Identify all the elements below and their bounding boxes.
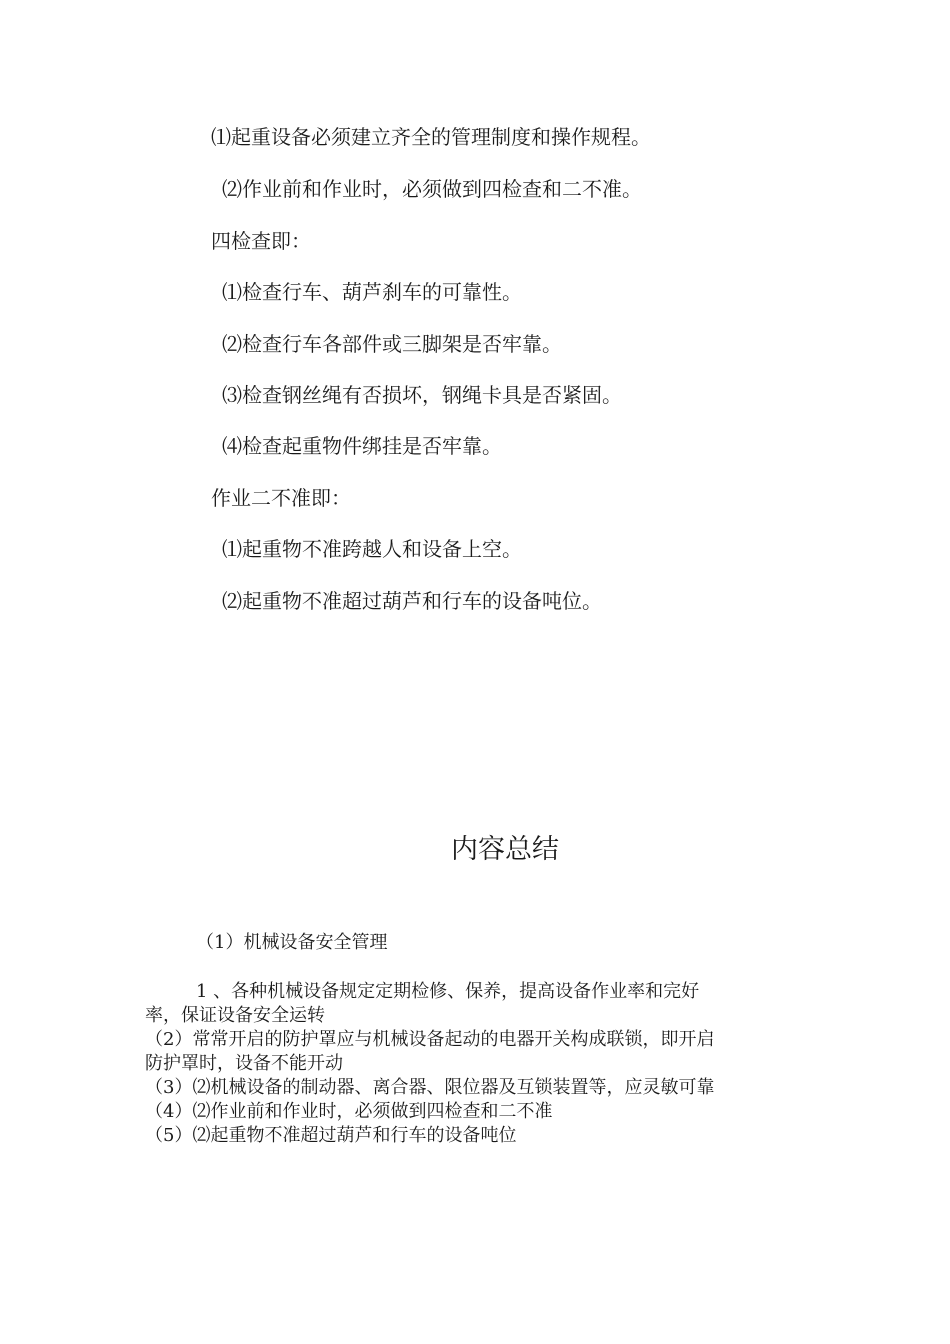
rule-1: ⑴起重设备必须建立齐全的管理制度和操作规程。 bbox=[211, 125, 651, 149]
check-item-4: ⑷检查起重物件绑挂是否牢靠。 bbox=[222, 434, 502, 458]
rule-2: ⑵作业前和作业时，必须做到四检查和二不准。 bbox=[222, 177, 642, 201]
not-item-2: ⑵起重物不准超过葫芦和行车的设备吨位。 bbox=[222, 589, 602, 613]
summary-item-2-line-2: 防护罩时，设备不能开动 bbox=[145, 1053, 343, 1074]
summary-section: （1）机械设备安全管理 bbox=[196, 932, 388, 953]
summary-item-1-line-1: 1 、各种机械设备规定定期检修、保养，提高设备作业率和完好 bbox=[196, 981, 700, 1002]
check-item-3: ⑶检查钢丝绳有否损坏，钢绳卡具是否紧固。 bbox=[222, 383, 622, 407]
four-checks-heading: 四检查即： bbox=[211, 229, 311, 253]
summary-title: 内容总结 bbox=[451, 834, 559, 865]
summary-item-5: （5）⑵起重物不准超过葫芦和行车的设备吨位 bbox=[145, 1125, 517, 1146]
check-item-1: ⑴检查行车、葫芦刹车的可靠性。 bbox=[222, 280, 522, 304]
not-item-1: ⑴起重物不准跨越人和设备上空。 bbox=[222, 537, 522, 561]
summary-item-4: （4）⑵作业前和作业时，必须做到四检查和二不准 bbox=[145, 1101, 553, 1122]
summary-item-1-line-2: 率，保证设备安全运转 bbox=[145, 1005, 325, 1026]
two-nots-heading: 作业二不准即： bbox=[211, 486, 351, 510]
summary-item-2-line-1: （2）常常开启的防护罩应与机械设备起动的电器开关构成联锁，即开启 bbox=[145, 1029, 715, 1050]
summary-item-3: （3）⑵机械设备的制动器、离合器、限位器及互锁装置等，应灵敏可靠 bbox=[145, 1077, 715, 1098]
check-item-2: ⑵检查行车各部件或三脚架是否牢靠。 bbox=[222, 332, 562, 356]
